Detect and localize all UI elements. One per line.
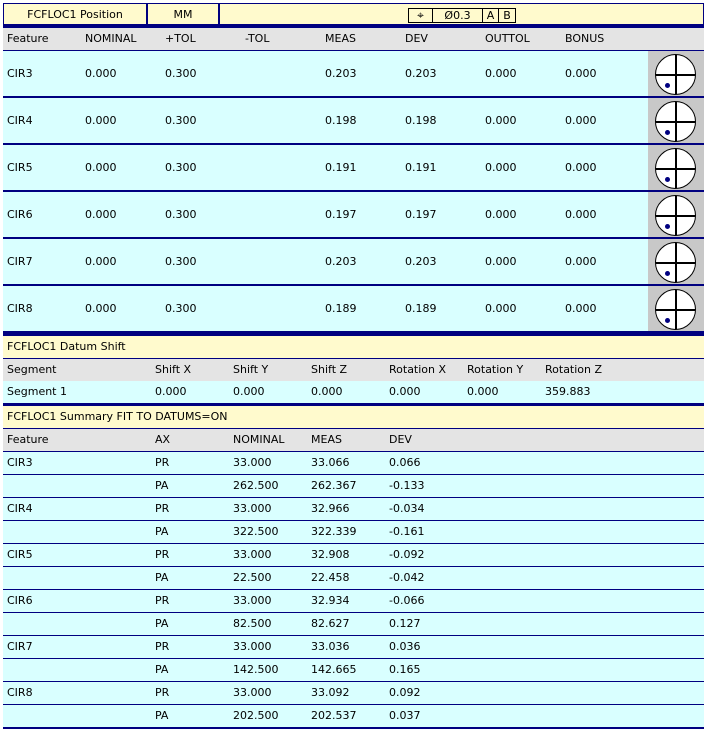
table-cell: 0.036 — [389, 640, 421, 653]
column-header: Rotation X — [389, 363, 447, 376]
table-cell: 0.037 — [389, 709, 421, 722]
column-header: MEAS — [325, 32, 356, 45]
datum-shift-title: FCFLOC1 Datum Shift — [7, 340, 126, 353]
table-row — [3, 475, 704, 497]
datum-shift-row — [3, 381, 704, 403]
column-header: BONUS — [565, 32, 605, 45]
feature-name: CIR5 — [7, 548, 33, 561]
position-plot-cell[interactable] — [648, 145, 704, 190]
table-row — [3, 659, 704, 681]
summary-title: FCFLOC1 Summary FIT TO DATUMS=ON — [7, 410, 228, 423]
table-cell: 0.000 — [565, 161, 597, 174]
position-plot-cell[interactable] — [648, 239, 704, 284]
position-target-icon — [655, 148, 696, 189]
column-header: Shift Z — [311, 363, 348, 376]
table-row — [3, 51, 648, 96]
table-row — [3, 590, 704, 612]
table-cell: 0.000 — [85, 208, 117, 221]
table-cell: PA — [155, 571, 169, 584]
table-cell: 22.458 — [311, 571, 350, 584]
table-cell: 82.627 — [311, 617, 350, 630]
column-header: Rotation Z — [545, 363, 603, 376]
table-cell: 0.000 — [485, 114, 517, 127]
column-header: Shift X — [155, 363, 192, 376]
table-cell: 0.000 — [485, 302, 517, 315]
table-row — [3, 705, 704, 727]
column-header: Rotation Y — [467, 363, 524, 376]
fcf-datum-a: A — [483, 9, 499, 22]
table-cell: 0.000 — [155, 385, 187, 398]
table-cell: -0.161 — [389, 525, 425, 538]
feature-name: CIR4 — [7, 502, 33, 515]
table-row — [3, 239, 648, 284]
table-cell: 142.665 — [311, 663, 357, 676]
feature-name: CIR6 — [7, 208, 33, 221]
table-cell: 0.000 — [85, 161, 117, 174]
table-row — [3, 521, 704, 543]
table-cell: PR — [155, 548, 170, 561]
table-cell: 0.300 — [165, 114, 197, 127]
table-cell: PR — [155, 686, 170, 699]
feature-name: CIR3 — [7, 456, 33, 469]
table-cell: PA — [155, 479, 169, 492]
summary-column-headers — [3, 429, 704, 451]
column-header: AX — [155, 433, 171, 446]
table-cell: 0.000 — [565, 114, 597, 127]
column-header: -TOL — [245, 32, 270, 45]
table-cell: 0.189 — [325, 302, 357, 315]
position-target-icon — [655, 195, 696, 236]
table-cell: 0.198 — [325, 114, 357, 127]
table-cell: 0.000 — [565, 208, 597, 221]
feature-name: CIR8 — [7, 302, 33, 315]
table-cell: 0.300 — [165, 208, 197, 221]
table-cell: 0.203 — [325, 67, 357, 80]
table-cell: 0.203 — [325, 255, 357, 268]
table-cell: PA — [155, 709, 169, 722]
table-cell: 0.191 — [405, 161, 437, 174]
table-cell: PA — [155, 663, 169, 676]
table-cell: -0.042 — [389, 571, 425, 584]
table-row — [3, 286, 648, 331]
column-header: Shift Y — [233, 363, 269, 376]
position-target-icon — [655, 289, 696, 330]
table-cell: 33.000 — [233, 456, 272, 469]
table-cell: -0.066 — [389, 594, 425, 607]
column-header: Feature — [7, 32, 49, 45]
table-cell: 0.197 — [405, 208, 437, 221]
table-cell: 0.300 — [165, 302, 197, 315]
table-cell: 33.000 — [233, 594, 272, 607]
table-row — [3, 192, 648, 237]
table-cell: 0.203 — [405, 255, 437, 268]
table-cell: 0.000 — [85, 114, 117, 127]
table-cell: 0.000 — [85, 302, 117, 315]
table-cell: 33.092 — [311, 686, 350, 699]
dimension-title: FCFLOC1 Position — [3, 3, 147, 25]
position-target-icon — [655, 54, 696, 95]
table-cell: 22.500 — [233, 571, 272, 584]
feature-name: CIR3 — [7, 67, 33, 80]
table-cell: -0.034 — [389, 502, 425, 515]
column-header: Feature — [7, 433, 49, 446]
table-cell: 0.197 — [325, 208, 357, 221]
table-row — [3, 544, 704, 566]
table-cell: 0.000 — [485, 67, 517, 80]
table-cell: 33.000 — [233, 686, 272, 699]
table-cell: 202.537 — [311, 709, 357, 722]
table-row — [3, 145, 648, 190]
table-cell: 322.500 — [233, 525, 279, 538]
column-header: MEAS — [311, 433, 342, 446]
position-symbol-icon: ⌖ — [409, 9, 433, 22]
table-cell: 82.500 — [233, 617, 272, 630]
table-cell: 0.066 — [389, 456, 421, 469]
table-cell: 32.966 — [311, 502, 350, 515]
table-cell: 0.000 — [485, 208, 517, 221]
table-row — [3, 498, 704, 520]
table-cell: 0.191 — [325, 161, 357, 174]
table-cell: 0.198 — [405, 114, 437, 127]
table-row — [3, 452, 704, 474]
feature-name: CIR7 — [7, 640, 33, 653]
fcf-tolerance: Ø0.3 — [433, 9, 483, 22]
table-cell: PA — [155, 525, 169, 538]
table-cell: 0.203 — [405, 67, 437, 80]
table-cell: 262.367 — [311, 479, 357, 492]
position-plot-cell[interactable] — [648, 192, 704, 237]
table-cell: 359.883 — [545, 385, 591, 398]
table-cell: 0.300 — [165, 161, 197, 174]
position-plot-cell[interactable] — [648, 98, 704, 143]
table-cell: 0.300 — [165, 255, 197, 268]
table-cell: 0.000 — [85, 67, 117, 80]
table-cell: 0.189 — [405, 302, 437, 315]
table-cell: 262.500 — [233, 479, 279, 492]
fcf-datum-b: B — [503, 9, 511, 22]
table-row — [3, 567, 704, 589]
table-cell: 0.000 — [85, 255, 117, 268]
table-cell: 0.165 — [389, 663, 421, 676]
table-cell: 0.127 — [389, 617, 421, 630]
column-header: DEV — [405, 32, 428, 45]
table-cell: 322.339 — [311, 525, 357, 538]
table-cell: 142.500 — [233, 663, 279, 676]
feature-name: CIR8 — [7, 686, 33, 699]
table-cell: 0.000 — [311, 385, 343, 398]
table-cell: PR — [155, 456, 170, 469]
column-header: Segment — [7, 363, 57, 376]
position-column-headers — [3, 28, 704, 50]
table-row — [3, 682, 704, 704]
table-cell: 0.000 — [389, 385, 421, 398]
table-row — [3, 98, 648, 143]
table-cell: PR — [155, 640, 170, 653]
datum-shift-title-bar — [3, 336, 704, 358]
column-header: OUTTOL — [485, 32, 530, 45]
table-cell: -0.133 — [389, 479, 425, 492]
position-target-icon — [655, 242, 696, 283]
table-cell: 0.000 — [565, 67, 597, 80]
table-cell: Segment 1 — [7, 385, 67, 398]
table-cell: PR — [155, 502, 170, 515]
column-header: NOMINAL — [85, 32, 137, 45]
table-cell: 0.092 — [389, 686, 421, 699]
table-cell: 0.000 — [485, 255, 517, 268]
table-cell: 33.000 — [233, 502, 272, 515]
summary-title-bar — [3, 406, 704, 428]
table-cell: 33.066 — [311, 456, 350, 469]
feature-name: CIR7 — [7, 255, 33, 268]
table-cell: 33.000 — [233, 548, 272, 561]
table-cell: -0.092 — [389, 548, 425, 561]
feature-control-frame — [408, 8, 516, 23]
feature-name: CIR4 — [7, 114, 33, 127]
table-cell: 32.908 — [311, 548, 350, 561]
position-target-icon — [655, 101, 696, 142]
feature-name: CIR5 — [7, 161, 33, 174]
table-cell: 0.000 — [565, 255, 597, 268]
report-header — [3, 3, 704, 27]
feature-control-frame-cell — [219, 3, 704, 25]
table-cell: 202.500 — [233, 709, 279, 722]
column-header: NOMINAL — [233, 433, 285, 446]
table-row — [3, 636, 704, 658]
position-plot-cell[interactable] — [648, 286, 704, 331]
table-cell: 0.000 — [565, 302, 597, 315]
column-header: +TOL — [165, 32, 196, 45]
table-cell: 0.000 — [467, 385, 499, 398]
feature-name: CIR6 — [7, 594, 33, 607]
table-cell: PR — [155, 594, 170, 607]
table-cell: 33.000 — [233, 640, 272, 653]
table-row — [3, 613, 704, 635]
table-cell: 33.036 — [311, 640, 350, 653]
datum-shift-column-headers — [3, 359, 704, 381]
position-plot-cell[interactable] — [648, 51, 704, 96]
table-cell: PA — [155, 617, 169, 630]
column-header: DEV — [389, 433, 412, 446]
units-label: MM — [147, 3, 219, 25]
table-cell: 32.934 — [311, 594, 350, 607]
table-cell: 0.000 — [485, 161, 517, 174]
table-cell: 0.300 — [165, 67, 197, 80]
table-cell: 0.000 — [233, 385, 265, 398]
